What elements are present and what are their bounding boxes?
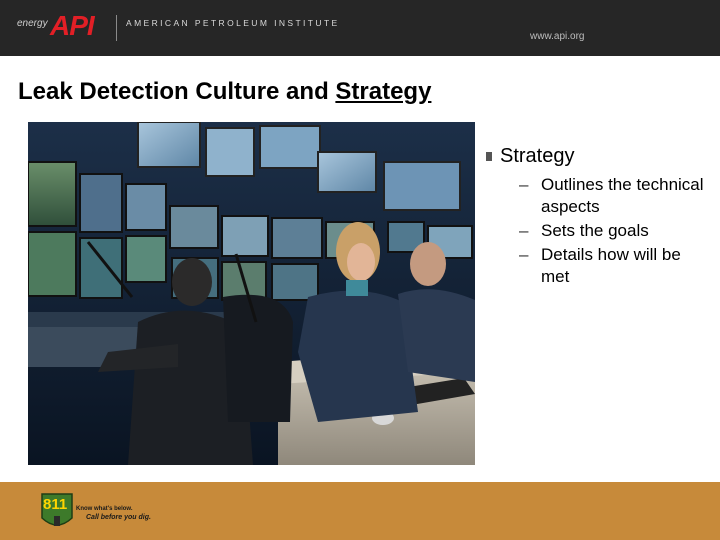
dash-icon: –	[519, 245, 529, 264]
bullet-list	[482, 143, 718, 288]
website-url[interactable]: www.api.org	[530, 31, 585, 42]
dash-icon: –	[519, 175, 529, 194]
footer-tagline-line1: Know what's below.	[76, 506, 133, 512]
logo-energy-text: energy	[17, 18, 48, 29]
sub-bullet-text: Details how will be met	[541, 245, 681, 286]
sub-bullet-list	[482, 174, 718, 288]
sub-bullet-item	[482, 174, 711, 218]
badge-number: 811	[43, 496, 68, 513]
header-divider	[116, 15, 117, 41]
title-underlined: Strategy	[335, 78, 432, 105]
bullet-strategy	[482, 143, 718, 169]
bullet-strategy-text: Strategy	[500, 145, 575, 167]
footer-tagline-line2: Call before you dig.	[86, 514, 151, 521]
bullet-square-icon	[486, 152, 492, 161]
logo-api-text: API	[50, 10, 94, 41]
sub-bullet-item	[482, 244, 711, 288]
header-bar	[0, 0, 720, 56]
dash-icon: –	[519, 221, 529, 240]
control-room-photo	[28, 122, 475, 465]
control-room-illustration	[28, 122, 475, 465]
footer-bar	[0, 482, 720, 540]
sub-bullet-text: Outlines the technical aspects	[541, 175, 704, 216]
title-main: Leak Detection Culture and	[18, 78, 336, 105]
sub-bullet-text: Sets the goals	[541, 221, 649, 240]
sub-bullet-item	[482, 220, 711, 242]
call-811-logo[interactable]	[40, 492, 151, 530]
api-logo[interactable]	[14, 8, 104, 44]
slide-title	[18, 78, 431, 106]
organization-name: AMERICAN PETROLEUM INSTITUTE	[126, 18, 340, 28]
